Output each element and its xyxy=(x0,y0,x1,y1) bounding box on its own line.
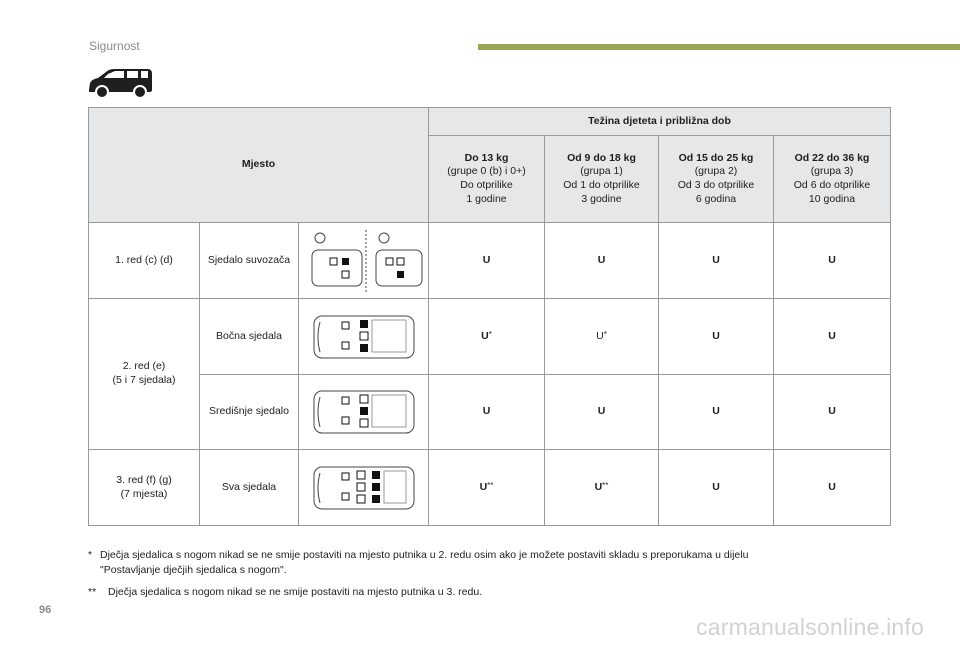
age-label: Do otprilike xyxy=(460,179,513,191)
header-place-label: Mjesto xyxy=(241,158,276,171)
group-label: (grupa 1) xyxy=(580,165,623,178)
table-row xyxy=(89,375,891,450)
footnote-ref: * xyxy=(603,329,607,339)
row-label-line: (5 i 7 sjedala) xyxy=(112,374,176,386)
row-label-line: 3. red (f) (g) xyxy=(116,473,172,486)
footnote-1 xyxy=(88,548,868,582)
car-icon xyxy=(86,66,154,100)
group-label: (grupe 0 (b) i 0+) xyxy=(447,165,526,178)
value-cell: U xyxy=(659,223,774,299)
value-cell: U xyxy=(659,375,774,450)
row-label xyxy=(89,299,200,450)
header-weight-group xyxy=(429,108,891,136)
table-row xyxy=(89,450,891,526)
value-cell: U xyxy=(774,375,891,450)
value-cell: U xyxy=(774,450,891,526)
footnote-ref: * xyxy=(488,329,492,339)
value-cell: U xyxy=(659,299,774,375)
seat-label: Sva sjedala xyxy=(200,450,299,526)
header-weight-col-3 xyxy=(659,136,774,223)
header-weight-col-2 xyxy=(545,136,659,223)
seat-diagram xyxy=(299,375,429,450)
value-cell: U** xyxy=(429,450,545,526)
header-weight-col-1 xyxy=(429,136,545,223)
page-number: 96 xyxy=(39,604,52,616)
value-cell: U* xyxy=(429,299,545,375)
group-label: (grupa 2) xyxy=(694,165,738,178)
watermark: carmanualsonline.info xyxy=(696,614,924,640)
section-title: Sigurnost xyxy=(89,39,140,53)
footnote-ref: ** xyxy=(602,480,609,490)
value-cell: U xyxy=(659,450,774,526)
value-cell: U** xyxy=(545,450,659,526)
seat-label: Sjedalo suvozača xyxy=(200,223,299,299)
table-row xyxy=(89,299,891,375)
age-value: 3 godine xyxy=(581,192,622,205)
row-label: 1. red (c) (d) xyxy=(89,223,200,299)
front-seat-diagram-icon xyxy=(302,228,426,294)
value-cell: U xyxy=(545,375,659,450)
age-label: Od 3 do otprilike xyxy=(677,179,755,191)
weight-label: Od 22 do 36 kg xyxy=(794,151,870,164)
value-cell: U xyxy=(429,375,545,450)
seat-label: Bočna sjedala xyxy=(200,299,299,375)
seat-diagram xyxy=(299,223,429,299)
section-accent-bar xyxy=(478,44,960,50)
row-label-line: (7 mjesta) xyxy=(120,487,168,500)
value-cell: U xyxy=(774,299,891,375)
second-row-outer-diagram-icon xyxy=(312,312,416,362)
second-row-center-diagram-icon xyxy=(312,387,416,437)
row-label xyxy=(89,450,200,526)
age-value: 10 godina xyxy=(808,192,856,205)
weight-label: Od 15 do 25 kg xyxy=(678,151,754,164)
value-cell: U* xyxy=(545,299,659,375)
footnote-text-line: Dječja sjedalica s nogom nikad se ne smije postaviti na mjesto putnika u 2. redu osim ako je možete postaviti skladu s preporukama u dijelu xyxy=(100,549,749,561)
seat-label: Središnje sjedalo xyxy=(200,375,299,450)
weight-label: Do 13 kg xyxy=(464,151,509,164)
value-cell: U xyxy=(774,223,891,299)
value-cell: U xyxy=(545,223,659,299)
footnote-mark: ** xyxy=(88,586,97,598)
seat-diagram xyxy=(299,299,429,375)
footnote-mark: * xyxy=(88,549,93,561)
age-label: Od 1 do otprilike xyxy=(563,179,640,191)
footnote-text-line: "Postavljanje dječjih sjedalica s nogom". xyxy=(100,564,287,576)
group-label: (grupa 3) xyxy=(810,165,854,178)
age-label: Od 6 do otprilike xyxy=(793,179,871,191)
value-cell: U xyxy=(429,223,545,299)
footnote-ref: ** xyxy=(487,480,494,490)
row-label-line: 2. red (e) xyxy=(122,360,166,373)
footnote-text-line: Dječja sjedalica s nogom nikad se ne smije postaviti na mjesto putnika u 3. redu. xyxy=(108,586,483,598)
footnote-2 xyxy=(88,585,868,603)
header-weight-col-4 xyxy=(774,136,891,223)
child-seat-table xyxy=(88,107,891,526)
header-place xyxy=(89,108,429,223)
weight-label: Od 9 do 18 kg xyxy=(567,151,636,164)
age-value: 1 godine xyxy=(466,192,507,205)
table-row xyxy=(89,223,891,299)
age-value: 6 godina xyxy=(695,192,737,205)
seat-diagram xyxy=(299,450,429,526)
header-weight-group-label: Težina djeteta i približna dob xyxy=(588,114,731,127)
third-row-diagram-icon xyxy=(312,463,416,513)
